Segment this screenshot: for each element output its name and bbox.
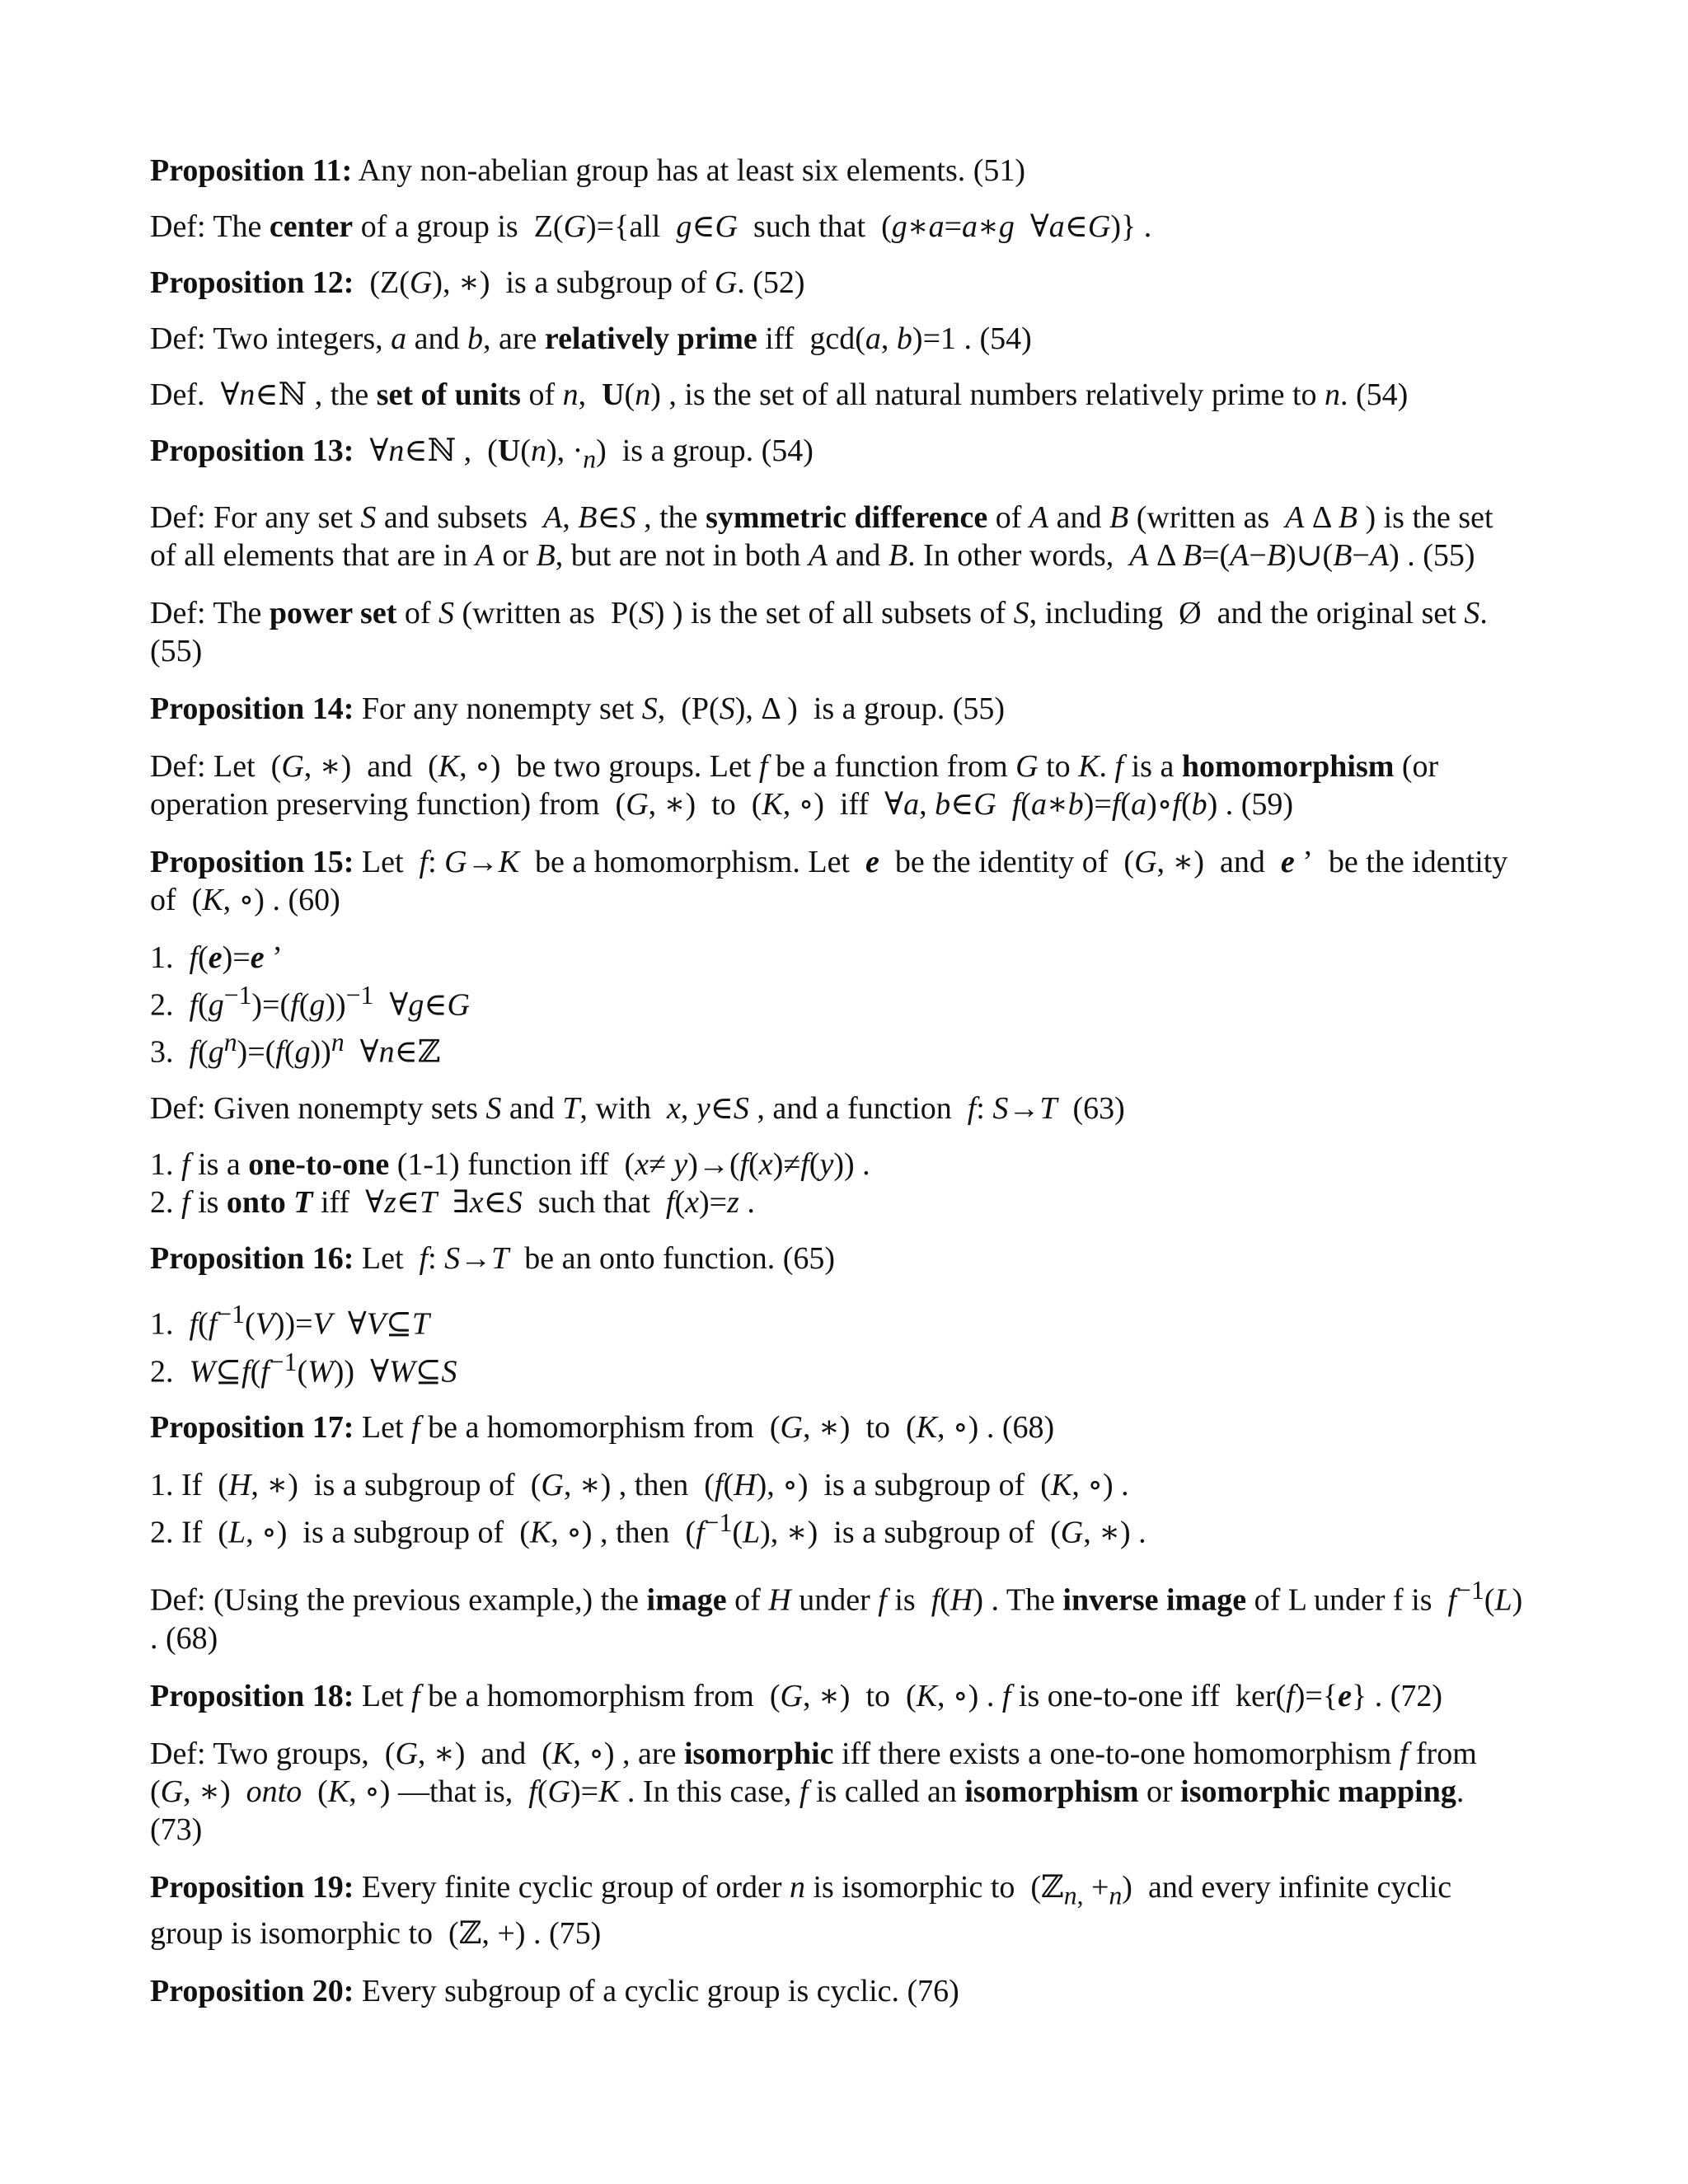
paragraph: Proposition 14: For any nonempty set S, (P(S), Δ ) is a group. (55) [150,691,1006,726]
paragraph: Def: Let (G, ∗) and (K, ∘) be two groups. Let f be a function from G to K. f is a homomorphism (or operation preserving function) from (G, ∗) to (K, ∘) iff ∀a, b∈G f(a∗b)=f(a)∘f(b) . (59) [150,748,1439,822]
paragraph: Proposition 15: Let f: G→K be a homomorphism. Let e be the identity of (G, ∗) and e ’ be the identity of (K, ∘) . (60) [150,844,1508,917]
paragraph: Def: The power set of S (written as P(S) ) is the set of all subsets of S, including Ø and the original set S. (55) [150,595,1488,668]
list-item: 2. If (L, ∘) is a subgroup of (K, ∘) , then ($f^{-1}(L)$, ∗) is a subgroup of (G, ∗) . [150,1508,1146,1550]
numbered-list [150,1296,1523,1390]
paragraph: Def: (Using the previous example,) the image of H under f is f(H) . The inverse image of L under f is $f^{-1}(L)$ . (68) [150,1575,1523,1656]
paragraph: Proposition 18: Let f be a homomorphism from (G, ∗) to (K, ∘) . f is one-to-one iff ker(f)={e} . (72) [150,1678,1443,1713]
list-item: 2. f is onto T iff ∀z∈T ∃x∈S such that f(x)=z . [150,1184,755,1220]
paragraph: Def. ∀n∈ℕ , the set of units of n, U(n) , is the set of all natural numbers relatively prime to n. (54) [150,377,1409,412]
numbered-list [150,1146,1523,1221]
paragraph: Def: Two integers, a and b, are relatively prime iff gcd(a, b)=1 . (54) [150,321,1032,356]
list-item: 1. f(e)=e ’ [150,940,283,975]
numbered-list [150,939,1523,1071]
paragraph: Def: The center of a group is Z(G)={all g∈G such that (g∗a=a∗g ∀a∈G)} . [150,209,1152,244]
paragraph: Proposition 19: Every finite cyclic group of order n is isomorphic to (ℤ$_{n,}$ $+_n$) and every infinite cyclic group is isomorphic to (ℤ, +) . (75) [150,1869,1452,1952]
list-item: 2. $f(g^{-1})=(f(g))^{-1}$ ∀g∈G [150,980,470,1023]
numbered-list [150,1466,1523,1552]
paragraph: Def: Given nonempty sets S and T, with x, y∈S , and a function f: S→T (63) [150,1090,1125,1126]
paragraph: Proposition 16: Let f: S→T be an onto function. (65) [150,1240,836,1276]
paragraph: Proposition 13: ∀n∈ℕ , (U(n), $\cdot_n$) is a group. (54) [150,434,814,474]
paragraph: Proposition 17: Let f be a homomorphism from (G, ∗) to (K, ∘) . (68) [150,1410,1055,1446]
list-item: 3. $f(g^n)=(f(g))^n$ ∀n∈ℤ [150,1028,441,1070]
paragraph: Def: Two groups, (G, ∗) and (K, ∘) , are isomorphic iff there exists a one-to-one homomorphism f from (G, ∗) onto (K, ∘) —that is, f(G)=K . In this case, f is called an isomorphism or isomorphic mapping. (73) [150,1736,1485,1847]
list-item: 2. $W⊆f(f^{-1}(W))$ ∀W⊆S [150,1347,457,1390]
paragraph: Proposition 20: Every subgroup of a cyclic group is cyclic. (76) [150,1974,959,2009]
paragraph: Proposition 11: Any non-abelian group has at least six elements. (51) [150,153,1026,188]
list-item: 1. f is a one-to-one (1-1) function iff (x≠ y)→(f(x)≠f(y)) . [150,1146,870,1182]
list-item: 1. If (H, ∗) is a subgroup of (G, ∗) , then (f(H), ∘) is a subgroup of (K, ∘) . [150,1468,1129,1503]
paragraph: Def: For any set S and subsets A, B∈S , the symmetric difference of A and B (written as A Δ B ) is the set of all elements that are in A or B, but are not in both A and B. In other words, A Δ B=(A−B)∪(B−A) . (55) [150,499,1493,573]
paragraph: Proposition 12: (Z(G), ∗) is a subgroup of G. (52) [150,265,805,300]
list-item: 1. $f(f^{-1}(V))=V$ ∀V⊆T [150,1299,429,1342]
